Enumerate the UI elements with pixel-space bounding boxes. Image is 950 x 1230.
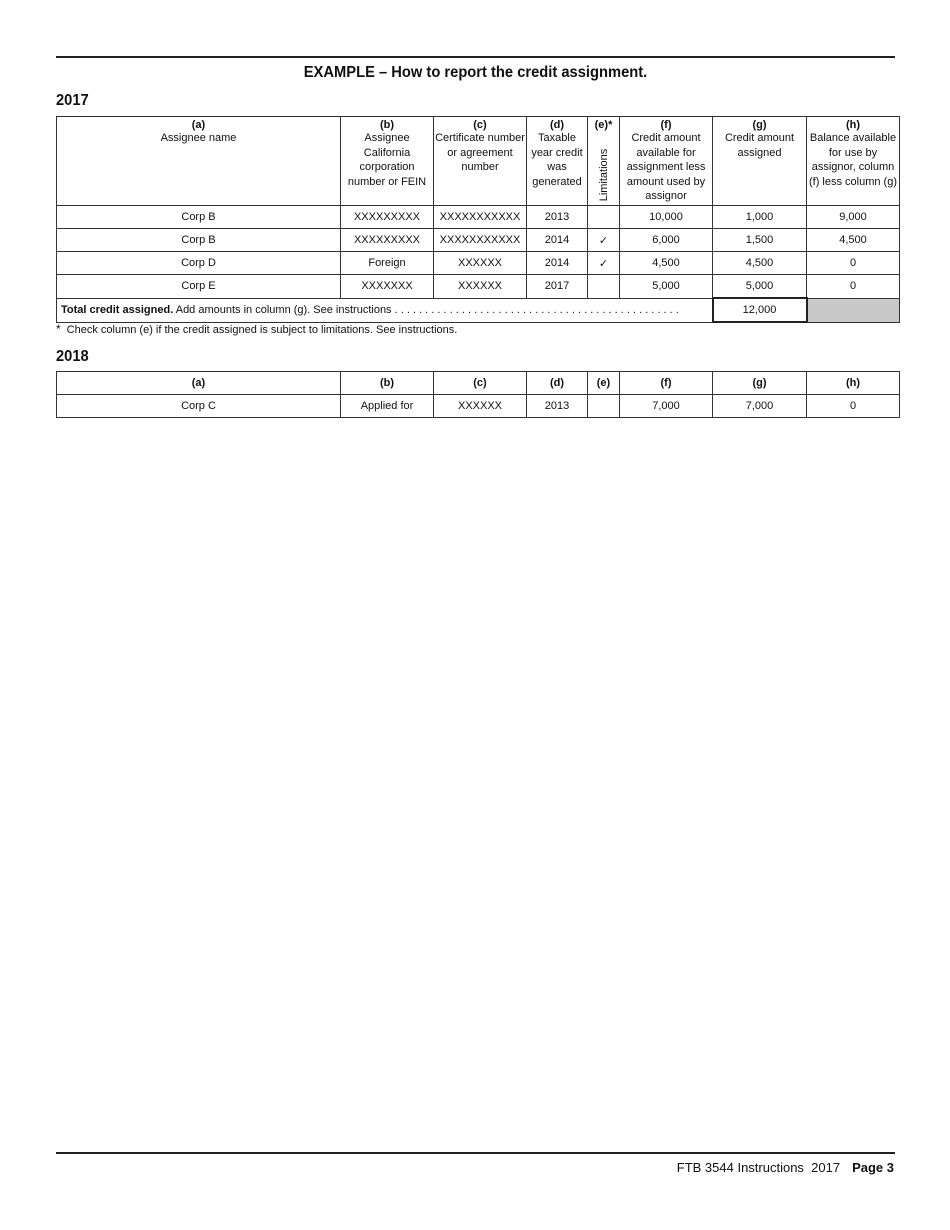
- cell-corp-number: XXXXXXX: [341, 275, 434, 299]
- col-header-a: (a) Assignee name: [57, 117, 341, 206]
- cell-certificate-number: XXXXXXXXXXX: [434, 229, 527, 252]
- cell-corp-number: XXXXXXXXX: [341, 229, 434, 252]
- year-heading-2017: 2017: [56, 92, 89, 109]
- page-footer: [677, 1160, 894, 1175]
- cell-credit-assigned: 1,000: [713, 206, 807, 229]
- cell-corp-number: XXXXXXXXX: [341, 206, 434, 229]
- cell-credit-available: 10,000: [620, 206, 713, 229]
- table-row: [57, 252, 900, 275]
- col-header-h: (h): [807, 372, 900, 395]
- cell-assignee-name: Corp C: [57, 395, 341, 418]
- cell-corp-number: Foreign: [341, 252, 434, 275]
- cell-certificate-number: XXXXXX: [434, 395, 527, 418]
- cell-balance: 4,500: [807, 229, 900, 252]
- cell-taxable-year: 2013: [527, 395, 588, 418]
- col-header-c: (c): [434, 372, 527, 395]
- page-title: EXAMPLE – How to report the credit assignment.: [303, 64, 648, 81]
- table-row: [57, 206, 900, 229]
- col-header-f: (f): [620, 372, 713, 395]
- col-header-d: (d) Taxable year credit was generated: [527, 117, 588, 206]
- header-row-2017: [57, 117, 900, 206]
- cell-credit-available: 4,500: [620, 252, 713, 275]
- total-label: [57, 298, 713, 322]
- cell-credit-assigned: 7,000: [713, 395, 807, 418]
- cell-assignee-name: Corp D: [57, 252, 341, 275]
- col-header-f: (f) Credit amount available for assignment less amount used by assignor: [620, 117, 713, 206]
- col-header-a: (a): [57, 372, 341, 395]
- total-label-bold: Total credit assigned.: [61, 304, 174, 316]
- cell-limitations: [588, 275, 620, 299]
- check-icon: ✓: [588, 252, 620, 275]
- cell-credit-assigned: 5,000: [713, 275, 807, 299]
- credit-table-2018: [56, 371, 900, 418]
- cell-balance: 0: [807, 395, 900, 418]
- cell-assignee-name: Corp E: [57, 275, 341, 299]
- cell-credit-assigned: 1,500: [713, 229, 807, 252]
- cell-certificate-number: XXXXXX: [434, 252, 527, 275]
- bottom-rule: [56, 1152, 895, 1154]
- cell-assignee-name: Corp B: [57, 229, 341, 252]
- footnote-text: Check column (e) if the credit assigned is subject to limitations. See instructions.: [66, 324, 458, 336]
- col-header-b: (b): [341, 372, 434, 395]
- cell-limitations: [588, 395, 620, 418]
- footnote-star: *: [56, 322, 61, 336]
- cell-limitations: [588, 206, 620, 229]
- cell-balance: 0: [807, 275, 900, 299]
- table-row: [57, 229, 900, 252]
- col-header-c: (c) Certificate number or agreement number: [434, 117, 527, 206]
- col-header-b: (b) Assignee California corporation number or FEIN: [341, 117, 434, 206]
- footer-page-number: Page 3: [852, 1160, 894, 1175]
- cell-credit-assigned: 4,500: [713, 252, 807, 275]
- cell-corp-number: Applied for: [341, 395, 434, 418]
- total-label-rest: Add amounts in column (g). See instructions . . . . . . . . . . . . . . . . . . . . . . . . . . . . . . . . . . . . . . . . . . . . . . .: [173, 304, 679, 316]
- cell-credit-available: 7,000: [620, 395, 713, 418]
- cell-certificate-number: XXXXXXXXXXX: [434, 206, 527, 229]
- col-header-h: (h) Balance available for use by assignor, column (f) less column (g): [807, 117, 900, 206]
- col-header-e: (e)* Limitations: [588, 117, 620, 206]
- col-header-g: (g) Credit amount assigned: [713, 117, 807, 206]
- col-header-e: (e): [588, 372, 620, 395]
- check-icon: ✓: [588, 229, 620, 252]
- cell-credit-available: 6,000: [620, 229, 713, 252]
- total-row: [57, 298, 900, 322]
- top-rule: [56, 56, 895, 58]
- col-header-d: (d): [527, 372, 588, 395]
- cell-taxable-year: 2014: [527, 252, 588, 275]
- total-shaded-cell: [807, 298, 900, 322]
- cell-taxable-year: 2017: [527, 275, 588, 299]
- footer-form-name: FTB 3544 Instructions 2017: [676, 1160, 841, 1175]
- table-row: [57, 275, 900, 299]
- year-heading-2018: 2018: [56, 348, 89, 365]
- cell-balance: 9,000: [807, 206, 900, 229]
- total-credit-value: 12,000: [713, 298, 807, 322]
- cell-taxable-year: 2013: [527, 206, 588, 229]
- cell-taxable-year: 2014: [527, 229, 588, 252]
- cell-certificate-number: XXXXXX: [434, 275, 527, 299]
- cell-assignee-name: Corp B: [57, 206, 341, 229]
- credit-table-2017: [56, 116, 900, 323]
- cell-balance: 0: [807, 252, 900, 275]
- table-row: [57, 395, 900, 418]
- cell-credit-available: 5,000: [620, 275, 713, 299]
- header-row-2018: [57, 372, 900, 395]
- col-header-g: (g): [713, 372, 807, 395]
- footnote: [56, 322, 457, 336]
